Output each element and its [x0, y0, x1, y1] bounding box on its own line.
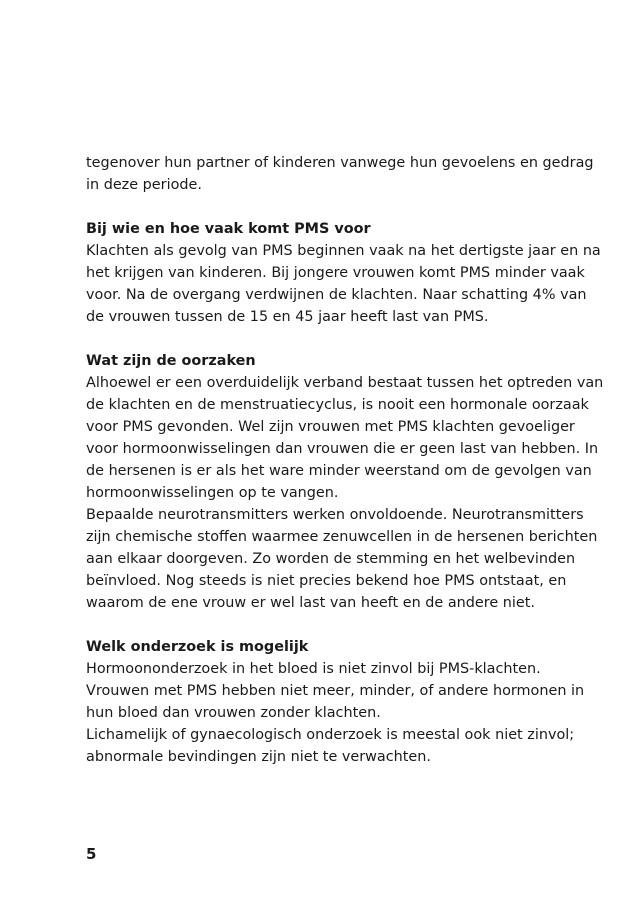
section-frequency	[86, 218, 601, 328]
text-line: Bepaalde neurotransmitters werken onvoldoende. Neurotransmitters	[86, 507, 584, 523]
text-line: hun bloed dan vrouwen zonder klachten.	[86, 705, 381, 721]
page-number: 5	[86, 845, 97, 863]
text-line: het krijgen van kinderen. Bij jongere vrouwen komt PMS minder vaak	[86, 265, 585, 281]
text-line: Vrouwen met PMS hebben niet meer, minder, of andere hormonen in	[86, 683, 585, 699]
paragraph-gap	[86, 614, 566, 636]
text-line: Hormoononderzoek in het bloed is niet zinvol bij PMS-klachten.	[86, 661, 541, 677]
text-line: in deze periode.	[86, 177, 202, 193]
text-line: tegenover hun partner of kinderen vanwege hun gevoelens en gedrag	[86, 155, 594, 171]
text-line: Klachten als gevolg van PMS beginnen vaak na het dertigste jaar en na	[86, 243, 601, 259]
text-line: beïnvloed. Nog steeds is niet precies bekend hoe PMS ontstaat, en	[86, 573, 567, 589]
text-line: voor hormoonwisselingen dan vrouwen die er geen last van hebben. In	[86, 441, 599, 457]
paragraph-gap	[86, 196, 566, 218]
intro-paragraph	[86, 152, 594, 196]
text-line: de klachten en de menstruatiecyclus, is nooit een hormonale oorzaak	[86, 397, 589, 413]
text-line: zijn chemische stoffen waarmee zenuwcellen in de hersenen berichten	[86, 529, 598, 545]
text-line: de hersenen is er als het ware minder weerstand om de gevolgen van	[86, 463, 592, 479]
text-line: abnormale bevindingen zijn niet te verwachten.	[86, 749, 431, 765]
section-causes	[86, 350, 604, 614]
section-heading: Welk onderzoek is mogelijk	[86, 639, 309, 655]
section-heading: Wat zijn de oorzaken	[86, 353, 256, 369]
text-line: waarom de ene vrouw er wel last van heeft en de andere niet.	[86, 595, 535, 611]
text-line: hormoonwisselingen op te vangen.	[86, 485, 339, 501]
paragraph-gap	[86, 328, 566, 350]
section-examination	[86, 636, 585, 768]
text-line: Alhoewel er een overduidelijk verband bestaat tussen het optreden van	[86, 375, 604, 391]
text-line: Lichamelijk of gynaecologisch onderzoek is meestal ook niet zinvol;	[86, 727, 575, 743]
text-line: aan elkaar doorgeven. Zo worden de stemming en het welbevinden	[86, 551, 576, 567]
text-line: de vrouwen tussen de 15 en 45 jaar heeft last van PMS.	[86, 309, 489, 325]
text-line: voor PMS gevonden. Wel zijn vrouwen met PMS klachten gevoeliger	[86, 419, 575, 435]
page-body	[86, 152, 604, 768]
section-heading: Bij wie en hoe vaak komt PMS voor	[86, 221, 371, 237]
text-line: voor. Na de overgang verdwijnen de klachten. Naar schatting 4% van	[86, 287, 587, 303]
